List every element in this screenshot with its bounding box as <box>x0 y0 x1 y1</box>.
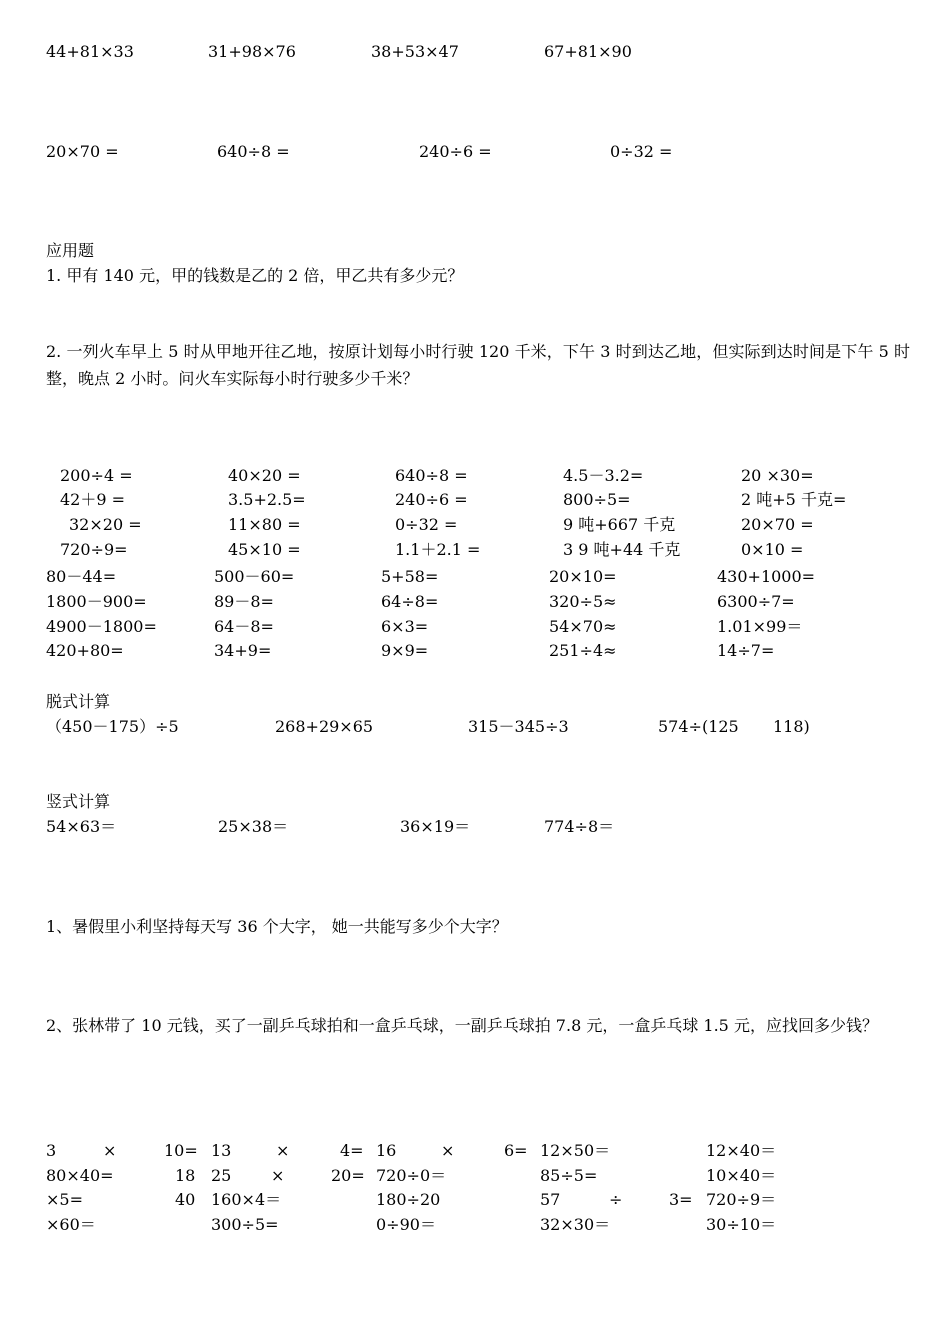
expression: 640÷8 = <box>395 466 468 485</box>
expression: 720÷9= <box>60 540 128 559</box>
expression-part: 40 <box>175 1190 196 1209</box>
expression: 430+1000= <box>717 567 816 586</box>
expression-part: × <box>271 1166 285 1185</box>
expression: 200÷4 = <box>60 466 133 485</box>
expression: 10×40＝ <box>706 1166 777 1185</box>
expression: 251÷4≈ <box>549 641 617 660</box>
expression-part: 16 <box>376 1141 397 1160</box>
expression-part: × <box>103 1141 117 1160</box>
expression: 1.01×99＝ <box>717 617 803 636</box>
expression: 315－345÷3 <box>468 717 569 736</box>
expression-part: 3= <box>669 1190 693 1209</box>
expression: 500－60= <box>214 567 295 586</box>
expression: 0÷90＝ <box>376 1215 436 1234</box>
expression: 12×50＝ <box>540 1141 611 1160</box>
expression: 3 9 吨+44 千克 <box>563 540 681 559</box>
expression-part: 10= <box>164 1141 198 1160</box>
expression: 54×63＝ <box>46 817 117 836</box>
expression: 6×3= <box>381 617 429 636</box>
expression: 268+29×65 <box>275 717 374 736</box>
section-heading-vertical-calculation: 竖式计算 <box>46 792 111 811</box>
expression: 54×70≈ <box>549 617 617 636</box>
expression: 9 吨+667 千克 <box>563 515 676 534</box>
expression-part: 3 <box>46 1141 57 1160</box>
expression-part: 20= <box>331 1166 365 1185</box>
expression: 12×40＝ <box>706 1141 777 1160</box>
expression: 160×4＝ <box>211 1190 282 1209</box>
expression: 1800－900= <box>46 592 147 611</box>
expression: 180÷20 <box>376 1190 441 1209</box>
section-heading-step-calculation: 脱式计算 <box>46 692 111 711</box>
expression: 240÷6 = <box>419 142 492 161</box>
expression: 64÷8= <box>381 592 439 611</box>
expression-part: 18 <box>175 1166 196 1185</box>
expression: 44+81×33 <box>46 42 134 61</box>
expression: 720÷0＝ <box>376 1166 447 1185</box>
expression: 85÷5= <box>540 1166 598 1185</box>
expression: 14÷7= <box>717 641 775 660</box>
expression: 45×10 = <box>228 540 301 559</box>
expression-part: ×60＝ <box>46 1215 96 1234</box>
expression: 64－8= <box>214 617 274 636</box>
expression: 80×40= <box>46 1166 114 1185</box>
expression: 11×80 = <box>228 515 301 534</box>
expression-part: 25 <box>211 1166 232 1185</box>
application-question-2: 2. 一列火车早上 5 时从甲地开往乙地，按原计划每小时行驶 120 千米，下午 3 时到达乙地，但实际到达时间是下午 5 时整，晚点 2 小时。问火车实际每小时行驶多少千米？ <box>46 342 910 388</box>
expression: 640÷8 = <box>217 142 290 161</box>
expression-part: 6= <box>504 1141 528 1160</box>
expression: 89－8= <box>214 592 274 611</box>
expression: 80－44= <box>46 567 117 586</box>
expression-part: 4= <box>340 1141 364 1160</box>
expression: （450－175）÷5 <box>46 717 179 736</box>
expression-part: ×5= <box>46 1190 83 1209</box>
expression: 20×10= <box>549 567 617 586</box>
expression-part: 57 <box>540 1190 561 1209</box>
expression: 20×70 = <box>46 142 119 161</box>
expression: 0÷32 = <box>395 515 458 534</box>
expression: 5+58= <box>381 567 439 586</box>
section-heading-application: 应用题 <box>46 241 95 260</box>
expression: 6300÷7= <box>717 592 795 611</box>
expression: 240÷6 = <box>395 490 468 509</box>
expression: 3.5+2.5= <box>228 490 306 509</box>
expression: 31+98×76 <box>208 42 296 61</box>
expression: 774÷8＝ <box>544 817 615 836</box>
expression: 30÷10＝ <box>706 1215 777 1234</box>
expression: 320÷5≈ <box>549 592 617 611</box>
expression: 1.1＋2.1 = <box>395 540 481 559</box>
expression: 40×20 = <box>228 466 301 485</box>
word-problem-1: 1、暑假里小利坚持每天写 36 个大字， 她一共能写多少个大字？ <box>46 917 508 936</box>
expression: 2 吨+5 千克= <box>741 490 847 509</box>
expression: 118) <box>773 717 810 736</box>
expression-part: 13 <box>211 1141 232 1160</box>
word-problem-2: 2、张林带了 10 元钱，买了一副乒乓球拍和一盒乒乓球，一副乒乓球拍 7.8 元，一盒乒乓球 1.5 元，应找回多少钱？ <box>46 1016 878 1035</box>
expression: 574÷(125 <box>658 717 739 736</box>
application-question-1: 1. 甲有 140 元，甲的钱数是乙的 2 倍，甲乙共有多少元？ <box>46 266 464 285</box>
expression: 4.5－3.2= <box>563 466 644 485</box>
expression: 67+81×90 <box>544 42 632 61</box>
expression-part: × <box>441 1141 455 1160</box>
expression: 32×20 = <box>69 515 142 534</box>
expression: 300÷5= <box>211 1215 279 1234</box>
expression: 4900－1800= <box>46 617 157 636</box>
expression: 42＋9 = <box>60 490 126 509</box>
expression: 800÷5= <box>563 490 631 509</box>
expression: 20 ×30= <box>741 466 814 485</box>
expression: 720÷9＝ <box>706 1190 777 1209</box>
expression: 0÷32 = <box>610 142 673 161</box>
expression: 34+9= <box>214 641 272 660</box>
expression: 32×30＝ <box>540 1215 611 1234</box>
expression: 9×9= <box>381 641 429 660</box>
expression: 25×38＝ <box>218 817 289 836</box>
expression-part: × <box>276 1141 290 1160</box>
expression: 38+53×47 <box>371 42 459 61</box>
expression: 36×19＝ <box>400 817 471 836</box>
expression: 0×10 = <box>741 540 804 559</box>
expression: 420+80= <box>46 641 124 660</box>
expression: 20×70 = <box>741 515 814 534</box>
expression-part: ÷ <box>609 1190 623 1209</box>
